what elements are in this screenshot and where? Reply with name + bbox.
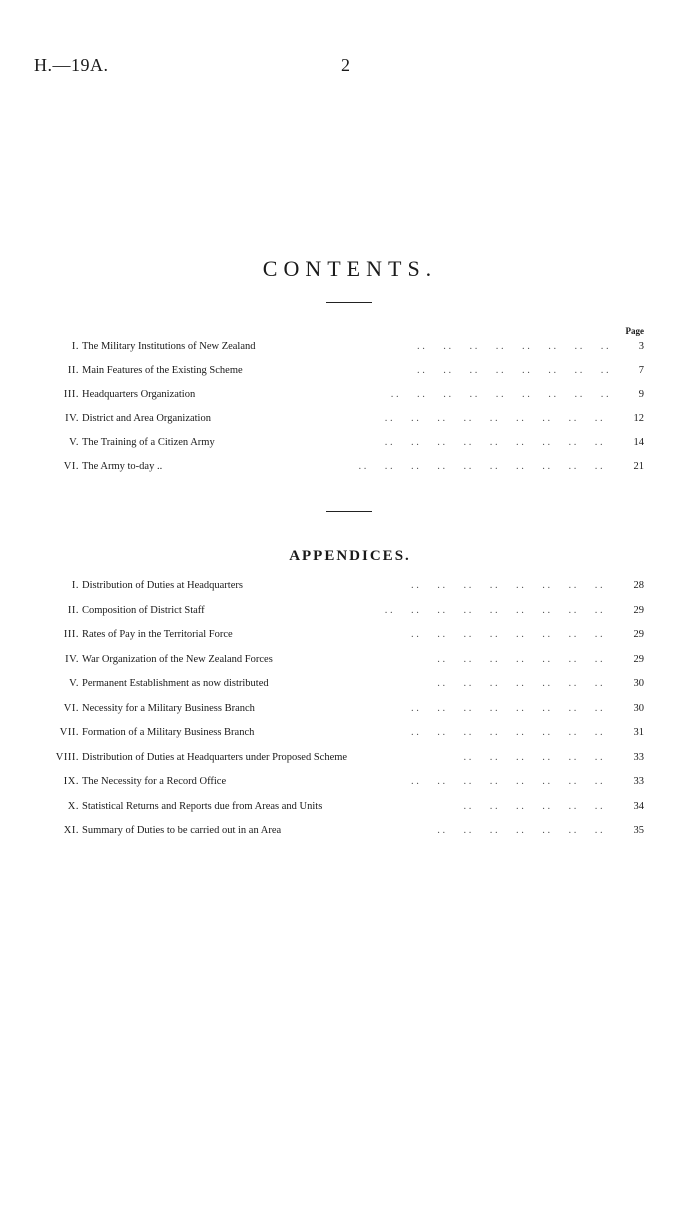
toc-entry [0, 721, 700, 746]
entry-page: 31 [633, 727, 644, 738]
dot-leader: . . . . . . . . . . . . . . . . . . . . [358, 461, 621, 472]
toc-entry [0, 335, 700, 359]
divider-rule [326, 511, 372, 512]
entry-title: The Military Institutions of New Zealand [82, 341, 256, 352]
entry-title: Rates of Pay in the Territorial Force [82, 629, 233, 640]
entry-numeral: VI. [63, 461, 79, 472]
entry-page: 9 [638, 389, 644, 400]
toc-entry [0, 383, 700, 407]
entry-title: Composition of District Staff [82, 604, 205, 616]
entry-page: 30 [633, 702, 644, 714]
toc-entry [0, 672, 700, 697]
entry-page: 12 [633, 413, 644, 424]
dot-leader: . . . . . . . . . . . . [463, 751, 621, 763]
dot-leader: . . . . . . . . . . . . . . . . . . [384, 437, 621, 448]
appendices-title: APPENDICES. [289, 548, 411, 564]
entry-title: Headquarters Organization [82, 389, 196, 400]
dot-leader: . . . . . . . . . . . . . . . . [417, 365, 627, 376]
entry-title: The Training of a Citizen Army [82, 437, 215, 448]
entry-page: 21 [633, 461, 644, 472]
entry-title: Necessity for a Military Business Branch [82, 702, 255, 714]
dot-leader: . . . . . . . . . . . . . . . . [411, 776, 621, 787]
dot-leader: . . . . . . . . . . . . . . [437, 825, 621, 836]
entry-page: 14 [633, 437, 644, 448]
entry-page: 7 [638, 365, 644, 376]
page-column-label: Page [625, 326, 644, 336]
entry-numeral: II. [67, 604, 79, 616]
contents-title: CONTENTS. [262, 256, 438, 281]
entry-numeral: II. [67, 365, 79, 376]
dot-leader: . . . . . . . . . . . . . . . . [411, 580, 621, 591]
entry-title: District and Area Organization [82, 413, 211, 424]
document-reference: H.—19A. [34, 55, 109, 75]
dot-leader: . . . . . . . . . . . . . . [437, 678, 621, 689]
entry-numeral: V. [69, 678, 79, 689]
toc-entry [0, 359, 700, 383]
toc-entry [0, 697, 700, 722]
entry-numeral: I. [71, 580, 79, 591]
toc-entry [0, 770, 700, 795]
toc-entry [0, 648, 700, 673]
page-header [0, 55, 700, 85]
entry-page: 33 [633, 751, 644, 763]
dot-leader: . . . . . . . . . . . . . . . . . . [384, 413, 621, 424]
entry-numeral: VI. [63, 702, 79, 714]
entry-title: Summary of Duties to be carried out in an Area [82, 825, 282, 836]
entry-title: Distribution of Duties at Headquarters [82, 580, 243, 591]
entry-numeral: IV. [65, 413, 79, 424]
entry-page: 30 [633, 678, 644, 689]
entry-title: Distribution of Duties at Headquarters under Proposed Scheme [82, 751, 348, 763]
toc-entry [0, 795, 700, 820]
toc-entry [0, 455, 700, 479]
entry-page: 29 [633, 604, 644, 616]
toc-entry [0, 574, 700, 599]
entry-title: Statistical Returns and Reports due from Areas and Units [82, 800, 323, 812]
toc-entry [0, 431, 700, 455]
toc-entry [0, 407, 700, 431]
appendices-list [0, 574, 700, 844]
entry-page: 28 [633, 580, 644, 591]
entry-title: The Necessity for a Record Office [82, 776, 227, 787]
entry-numeral: IV. [65, 653, 79, 665]
dot-leader: . . . . . . . . . . . . . . . . [411, 629, 621, 640]
entry-page: 33 [633, 776, 644, 787]
entry-numeral: III. [63, 389, 79, 400]
dot-leader: . . . . . . . . . . . . . . . . [417, 341, 627, 352]
entry-title: Main Features of the Existing Scheme [82, 365, 243, 376]
entry-page: 3 [638, 341, 644, 352]
entry-numeral: VIII. [55, 751, 79, 763]
toc-entry [0, 623, 700, 648]
entry-numeral: XI. [63, 825, 79, 836]
page-number: 2 [341, 55, 350, 75]
toc-entry [0, 599, 700, 624]
contents-list [0, 335, 700, 479]
entry-numeral: III. [63, 629, 79, 640]
divider-rule [326, 302, 372, 303]
entry-page: 35 [633, 825, 644, 836]
entry-page: 34 [633, 800, 644, 812]
entry-page: 29 [633, 629, 644, 640]
dot-leader: . . . . . . . . . . . . . . . . [411, 727, 621, 738]
dot-leader: . . . . . . . . . . . . . . . . . . [384, 604, 621, 616]
entry-numeral: VII. [59, 727, 79, 738]
dot-leader: . . . . . . . . . . . . . . . . . . [390, 389, 627, 400]
entry-numeral: V. [69, 437, 79, 448]
toc-entry [0, 746, 700, 771]
entry-numeral: X. [67, 800, 79, 812]
toc-entry [0, 819, 700, 844]
entry-title: Permanent Establishment as now distributed [82, 678, 269, 689]
dot-leader: . . . . . . . . . . . . . . . . [411, 702, 621, 714]
entry-title: Formation of a Military Business Branch [82, 727, 255, 738]
entry-numeral: I. [71, 341, 79, 352]
entry-title: War Organization of the New Zealand Forces [82, 653, 273, 665]
entry-title: The Army to-day .. [82, 461, 163, 472]
dot-leader: . . . . . . . . . . . . . . [437, 653, 621, 665]
dot-leader: . . . . . . . . . . . . [463, 800, 621, 812]
entry-numeral: IX. [63, 776, 79, 787]
entry-page: 29 [633, 653, 644, 665]
